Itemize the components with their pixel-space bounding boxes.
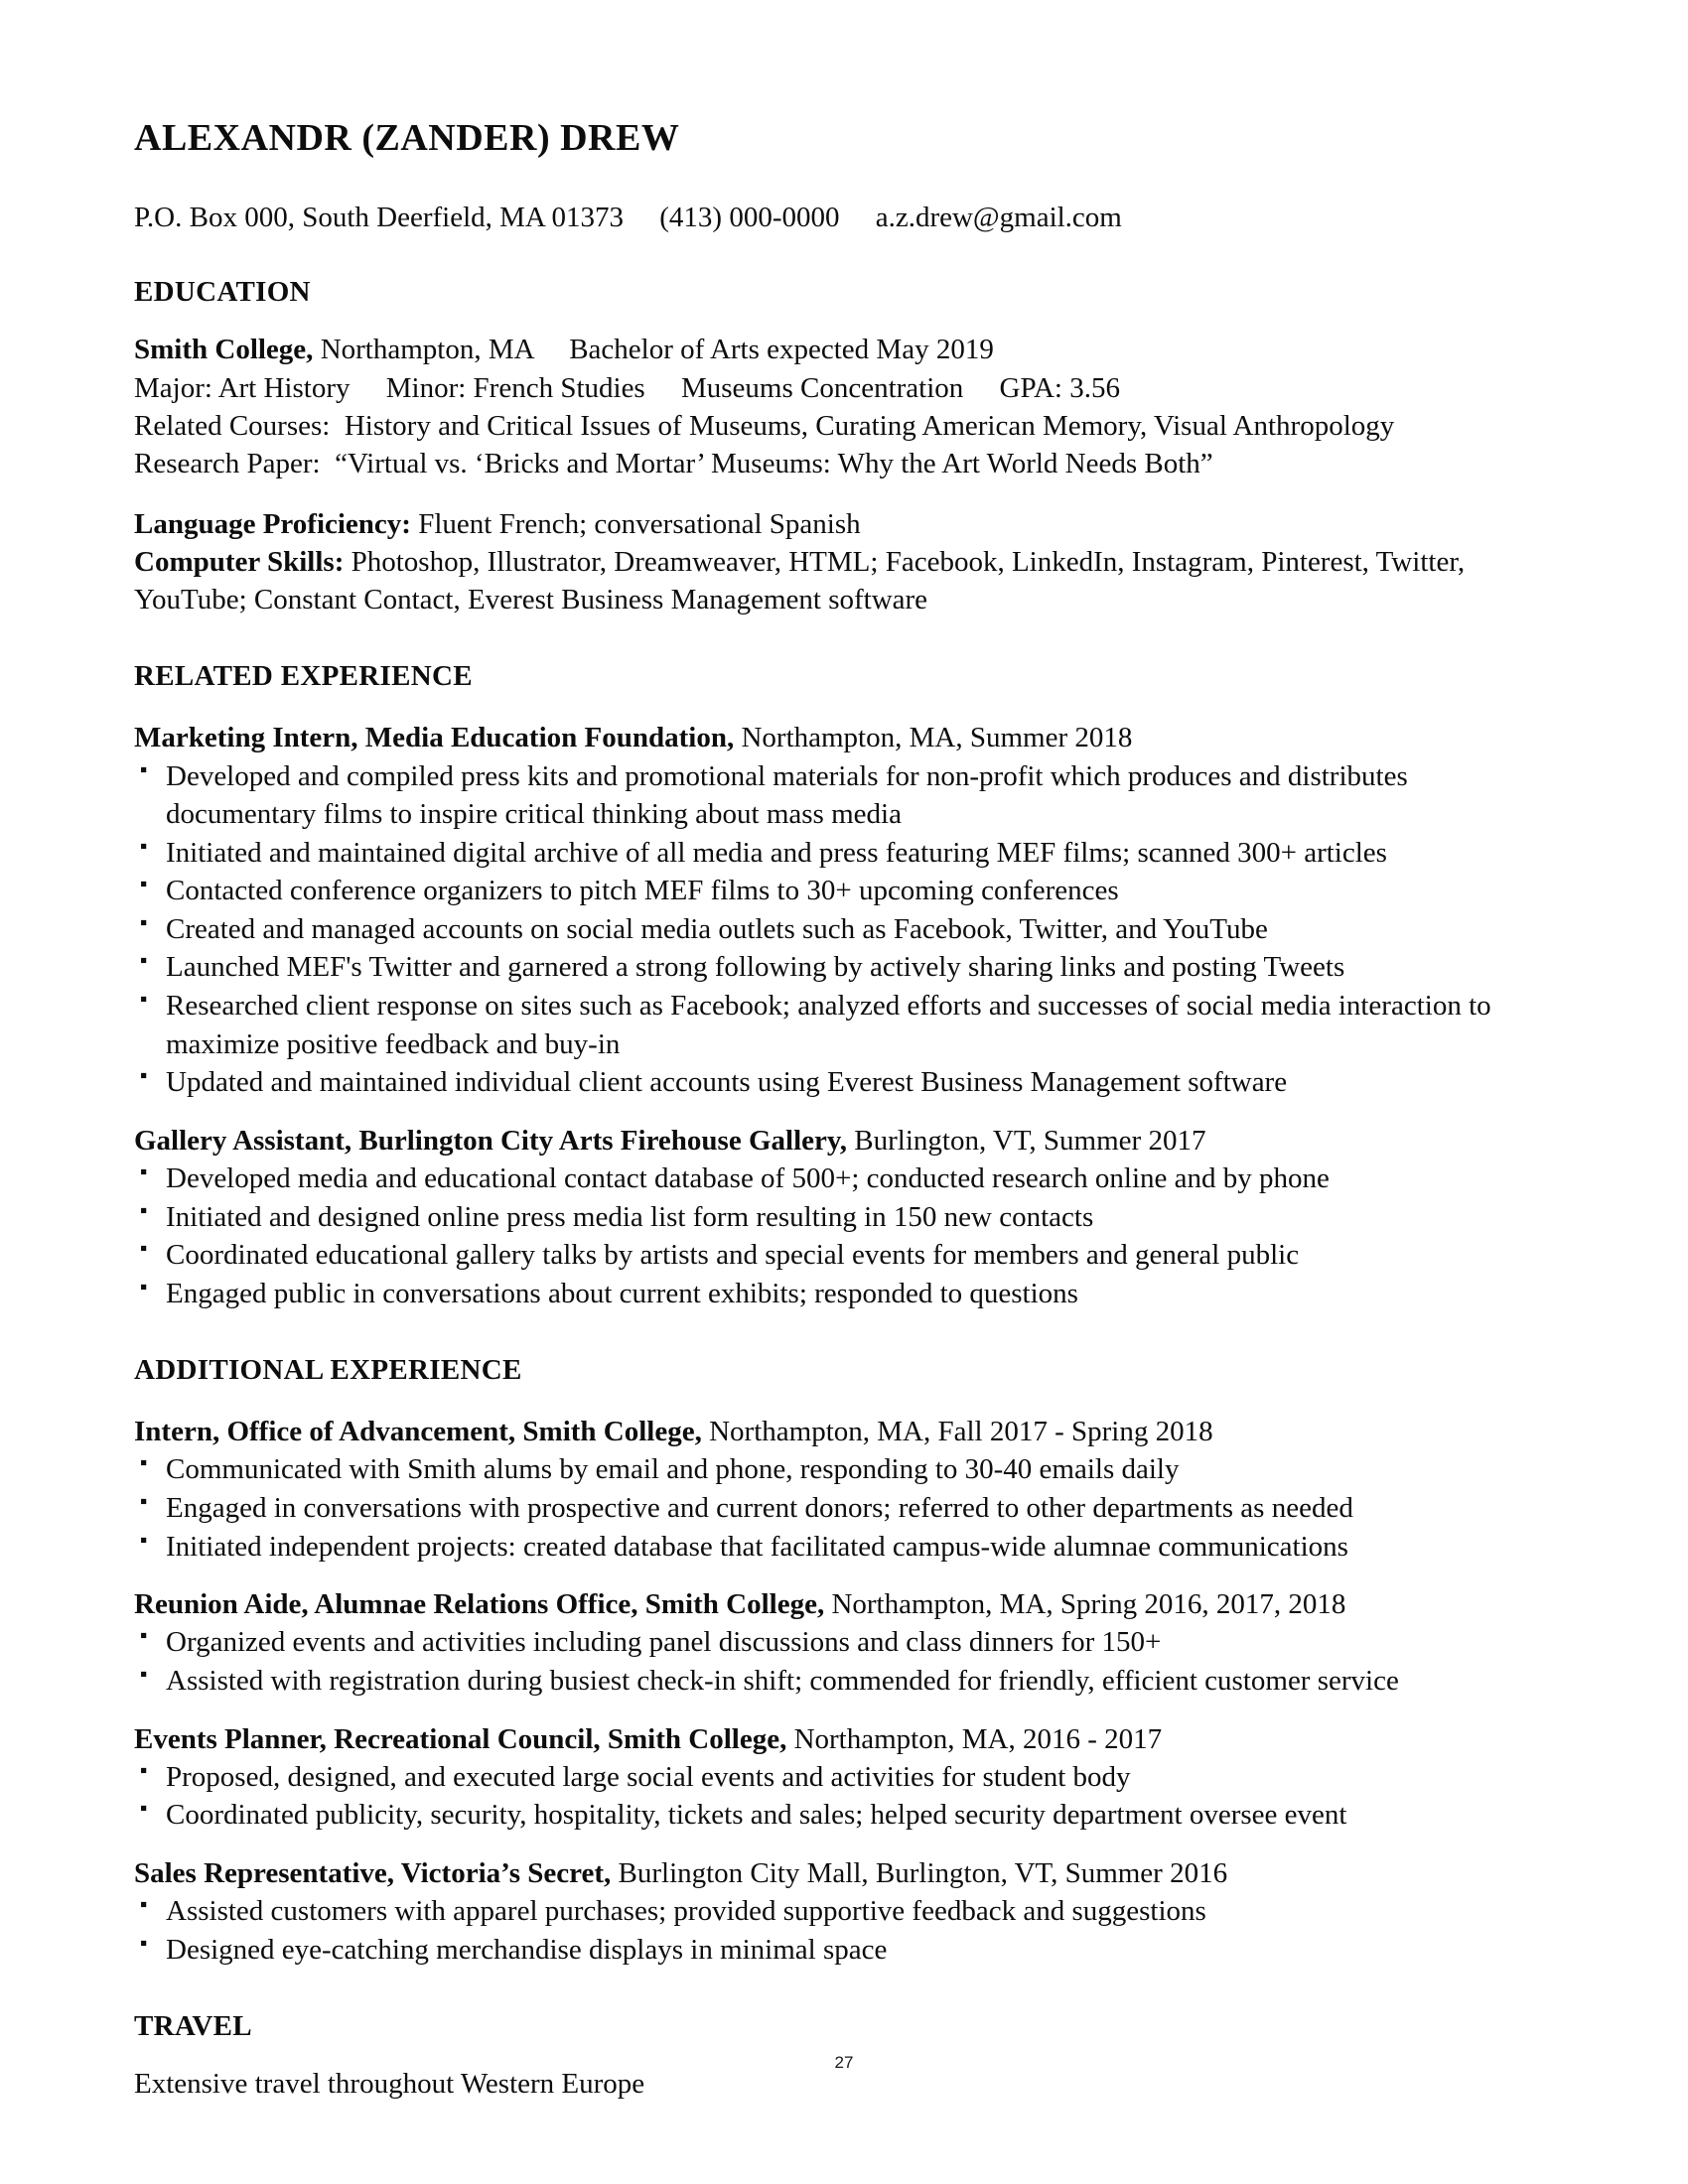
- job-title-bold: Intern, Office of Advancement, Smith College,: [134, 1416, 702, 1448]
- computer-skills-line: [134, 543, 1539, 619]
- additional-experience-jobs: [134, 1413, 1539, 1969]
- computer-skills-value: Photoshop, Illustrator, Dreamweaver, HTML; Facebook, LinkedIn, Instagram, Pinterest, Twitter, YouTube; Constant Contact, Everest Business Management software: [134, 545, 1472, 616]
- list-item: ▪ Assisted customers with apparel purchases; provided supportive feedback and suggestions: [134, 1892, 1539, 1931]
- list-item: ▪ Researched client response on sites such as Facebook; analyzed efforts and successes of social media interaction to maximize positive feedback and buy-in: [134, 987, 1539, 1063]
- list-item: ▪ Contacted conference organizers to pitch MEF films to 30+ upcoming conferences: [134, 872, 1539, 910]
- job-title: [134, 719, 1539, 756]
- job-title-detail: Northampton, MA, Summer 2018: [734, 722, 1133, 754]
- list-item: ▪ Developed media and educational contact database of 500+; conducted research online and by phone: [134, 1160, 1539, 1198]
- travel-text: Extensive travel throughout Western Europe: [134, 2068, 645, 2101]
- list-item: ▪ Initiated and maintained digital archive of all media and press featuring MEF films; scanned 300+ articles: [134, 834, 1539, 873]
- job-title: [134, 1854, 1539, 1892]
- job-title-detail: Northampton, MA, Spring 2016, 2017, 2018: [824, 1588, 1346, 1621]
- list-item: ▪ Organized events and activities including panel discussions and class dinners for 150+: [134, 1623, 1539, 1662]
- list-item: ▪ Proposed, designed, and executed large social events and activities for student body: [134, 1758, 1539, 1797]
- section-heading-additional-experience: ADDITIONAL EXPERIENCE: [134, 1354, 522, 1387]
- job-bullets: [134, 1450, 1539, 1566]
- list-item: ▪ Assisted with registration during busiest check-in shift; commended for friendly, efficient customer service: [134, 1662, 1539, 1701]
- page-number: 27: [834, 2053, 854, 2072]
- education-school-detail: Northampton, MA Bachelor of Arts expected May 2019: [313, 334, 994, 366]
- job-title-bold: Sales Representative, Victoria’s Secret,: [134, 1856, 612, 1889]
- job-title: [134, 1122, 1539, 1160]
- list-item: ▪ Launched MEF's Twitter and garnered a strong following by actively sharing links and posting Tweets: [134, 948, 1539, 987]
- job-title-bold: Events Planner, Recreational Council, Smith College,: [134, 1722, 787, 1755]
- job-title-bold: Marketing Intern, Media Education Foundation,: [134, 722, 735, 754]
- contact-line: P.O. Box 000, South Deerfield, MA 01373 (413) 000-0000 a.z.drew@gmail.com: [134, 201, 1122, 233]
- job-bullets: [134, 1623, 1539, 1700]
- job-title: [134, 1720, 1539, 1758]
- job-bullets: [134, 1758, 1539, 1835]
- language-proficiency-value: Fluent French; conversational Spanish: [410, 507, 861, 540]
- language-proficiency-line: [134, 505, 1539, 543]
- job-title: [134, 1585, 1539, 1623]
- section-heading-travel: TRAVEL: [134, 2010, 252, 2043]
- job-title-detail: Burlington, VT, Summer 2017: [847, 1124, 1206, 1157]
- job-title-detail: Northampton, MA, Fall 2017 - Spring 2018: [701, 1416, 1213, 1448]
- job-bullets: [134, 1160, 1539, 1312]
- language-proficiency-label: Language Proficiency:: [134, 507, 411, 540]
- list-item: ▪ Developed and compiled press kits and promotional materials for non-profit which produces and distributes documentary films to inspire critical thinking about mass media: [134, 757, 1539, 834]
- list-item: ▪ Engaged in conversations with prospective and current donors; referred to other departments as needed: [134, 1489, 1539, 1528]
- education-block: [134, 331, 1539, 482]
- list-item: ▪ Created and managed accounts on social media outlets such as Facebook, Twitter, and YouTube: [134, 910, 1539, 949]
- related-experience-jobs: [134, 719, 1539, 1312]
- job-bullets: [134, 1892, 1539, 1969]
- list-item: ▪ Initiated and designed online press media list form resulting in 150 new contacts: [134, 1198, 1539, 1237]
- education-school-line: [134, 331, 1539, 368]
- list-item: ▪ Coordinated publicity, security, hospitality, tickets and sales; helped security department oversee event: [134, 1796, 1539, 1835]
- list-item: ▪ Coordinated educational gallery talks by artists and special events for members and general public: [134, 1236, 1539, 1275]
- page-title: ALEXANDR (ZANDER) DREW: [134, 117, 680, 159]
- education-courses-line: Related Courses: History and Critical Issues of Museums, Curating American Memory, Visual Anthropology: [134, 410, 1395, 443]
- job-title-bold: Reunion Aide, Alumnae Relations Office, Smith College,: [134, 1588, 825, 1621]
- job-bullets: [134, 757, 1539, 1102]
- job-title-detail: Northampton, MA, 2016 - 2017: [786, 1722, 1163, 1755]
- list-item: ▪ Communicated with Smith alums by email and phone, responding to 30-40 emails daily: [134, 1450, 1539, 1489]
- computer-skills-label: Computer Skills:: [134, 545, 345, 578]
- education-research-line: Research Paper: “Virtual vs. ‘Bricks and Mortar’ Museums: Why the Art World Needs Both”: [134, 448, 1213, 480]
- list-item: ▪ Updated and maintained individual client accounts using Everest Business Management software: [134, 1063, 1539, 1102]
- job-title: [134, 1413, 1539, 1450]
- education-major-line: Major: Art History Minor: French Studies Museums Concentration GPA: 3.56: [134, 371, 1120, 404]
- skills-block: [134, 505, 1539, 619]
- list-item: ▪ Designed eye-catching merchandise displays in minimal space: [134, 1931, 1539, 1970]
- job-title-bold: Gallery Assistant, Burlington City Arts Firehouse Gallery,: [134, 1124, 848, 1157]
- list-item: ▪ Engaged public in conversations about current exhibits; responded to questions: [134, 1275, 1539, 1313]
- section-heading-education: EDUCATION: [134, 276, 311, 309]
- section-heading-related-experience: RELATED EXPERIENCE: [134, 660, 473, 693]
- job-title-detail: Burlington City Mall, Burlington, VT, Summer 2016: [611, 1856, 1228, 1889]
- list-item: ▪ Initiated independent projects: created database that facilitated campus-wide alumnae communications: [134, 1528, 1539, 1567]
- education-school-name: Smith College,: [134, 334, 314, 366]
